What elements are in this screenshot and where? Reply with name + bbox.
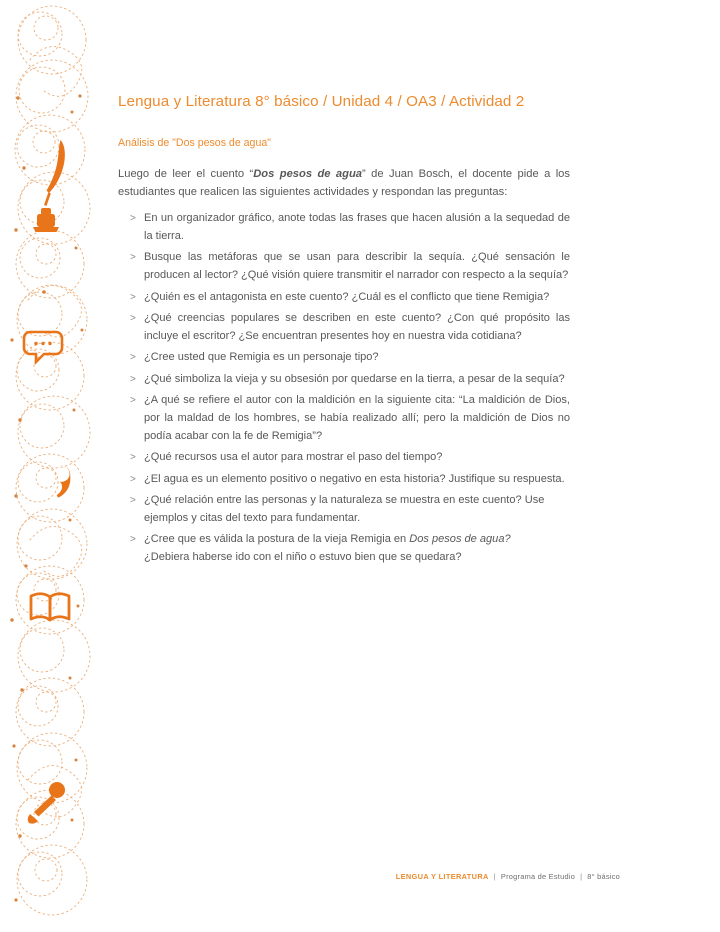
question-text: ¿Quién es el antagonista en este cuento? ¿Cuál es el conflicto que tiene Remigia? [144, 290, 550, 303]
question-text: ¿A qué se refiere el autor con la maldición en la siguiente cita: “La maldición de Dios, por la maldad de los hombres, se había realizado allí; pero la maldición de Dios no podía acabar con la fe de Remigia”? [144, 394, 570, 442]
bullet-marker: > [130, 291, 136, 303]
list-item [118, 371, 570, 389]
footer-brand: LENGUA Y LITERATURA [395, 872, 489, 881]
bullet-marker: > [130, 213, 136, 225]
bullet-marker: > [130, 313, 136, 324]
question-text: ¿Qué creencias populares se describen en este cuento? ¿Con qué propósito las incluye el escritor? ¿Se encuentran presentes hoy en nuestra vida cotidiana? [144, 312, 570, 342]
document-content [118, 0, 570, 571]
microphone-icon [28, 782, 65, 824]
list-item [118, 249, 570, 285]
bullet-marker: > [130, 352, 136, 364]
intro-text-after: ” de Juan Bosch, el docente pide a los estudiantes que realicen las siguientes actividades y respondan las preguntas: [118, 167, 570, 198]
list-item [118, 471, 570, 489]
footer-program: Programa de Estudio [500, 872, 576, 881]
margin-decoration [0, 0, 110, 932]
bullet-marker: > [130, 452, 136, 464]
bullet-marker: > [130, 473, 136, 485]
inkwell-icon [33, 208, 59, 232]
list-item [118, 289, 570, 307]
decorative-spirals [15, 6, 90, 915]
list-item [118, 449, 570, 467]
page-subtitle: Análisis de "Dos pesos de agua" [118, 137, 271, 149]
bullet-marker: > [130, 252, 136, 264]
story-title-inline: Dos pesos de agua? [409, 533, 511, 546]
question-text: Busque las metáforas que se usan para describir la sequía. ¿Qué sensación le producen al lector? ¿Qué visión quiere transmitir el narrador con respecto a la sequía? [144, 251, 570, 282]
footer-level: 8° básico [587, 872, 620, 881]
question-text: ¿Cree usted que Remigia es un personaje tipo? [144, 351, 379, 364]
question-text: ¿El agua es un elemento positivo o negativo en esta historia? Justifique su respuesta. [144, 472, 565, 485]
bullet-marker: > [130, 495, 136, 507]
decorative-dots [10, 94, 83, 901]
list-item [118, 310, 570, 346]
intro-paragraph [118, 151, 570, 201]
list-item [118, 531, 570, 567]
bullet-marker: > [130, 373, 136, 385]
list-item [118, 492, 570, 528]
quill-pen-icon [44, 140, 65, 206]
intro-text-before: Luego de leer el cuento “ [118, 167, 254, 180]
list-item [118, 349, 570, 367]
list-item [118, 392, 570, 446]
bullet-marker: > [130, 534, 136, 546]
footer-separator: | [580, 872, 583, 881]
comma-icon [57, 466, 71, 498]
page-footer [0, 872, 720, 881]
open-book-icon [31, 594, 69, 620]
question-text: ¿Qué relación entre las personas y la naturaleza se muestra en este cuento? Use ejemplos y citas del texto para fundamentar. [144, 494, 545, 524]
question-list [118, 201, 570, 567]
question-text-part1: ¿Cree que es válida la postura de la vieja Remigia en [144, 533, 410, 546]
speech-bubble-icon [24, 332, 62, 362]
question-text: En un organizador gráfico, anote todas las frases que hacen alusión a la sequedad de la tierra. [144, 212, 570, 242]
question-text: ¿Qué recursos usa el autor para mostrar el paso del tiempo? [144, 451, 443, 464]
page-title: Lengua y Literatura 8° básico / Unidad 4 / OA3 / Actividad 2 [118, 93, 525, 110]
bullet-marker: > [130, 395, 136, 407]
list-item [118, 210, 570, 246]
footer-separator: | [493, 872, 496, 881]
question-text-part2: ¿Debiera haberse ido con el niño o estuvo bien que se quedara? [144, 551, 462, 564]
story-title-inline: Dos pesos de agua [253, 167, 363, 180]
question-text: ¿Qué simboliza la vieja y su obsesión por quedarse en la tierra, a pesar de la sequía? [144, 372, 565, 385]
